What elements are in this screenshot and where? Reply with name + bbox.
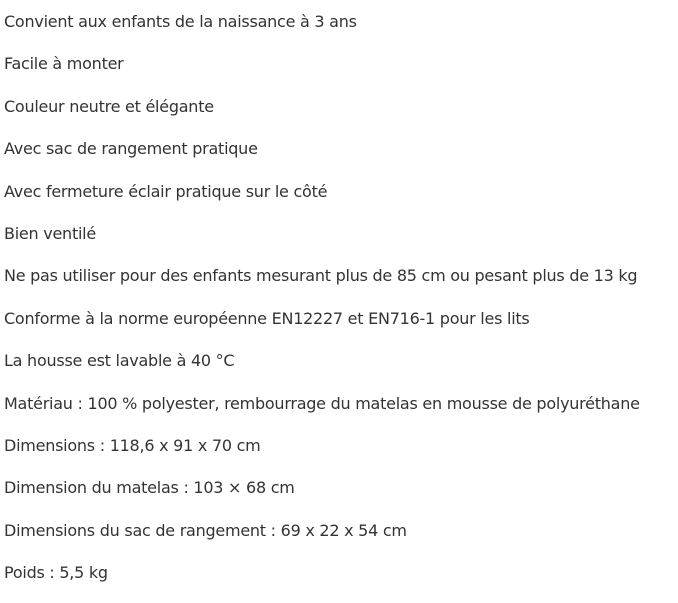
feature-standards: Conforme à la norme européenne EN12227 et EN716-1 pour les lits bbox=[4, 308, 530, 328]
feature-bag-dimensions: Dimensions du sac de rangement : 69 x 22 x 54 cm bbox=[4, 520, 407, 540]
feature-storage-bag: Avec sac de rangement pratique bbox=[4, 139, 258, 159]
feature-material: Matériau : 100 % polyester, rembourrage du matelas en mousse de polyuréthane bbox=[4, 393, 640, 413]
feature-mattress-dimensions: Dimension du matelas : 103 × 68 cm bbox=[4, 478, 295, 498]
product-feature-list bbox=[4, 10, 640, 603]
feature-weight: Poids : 5,5 kg bbox=[4, 563, 108, 583]
feature-usage-warning: Ne pas utiliser pour des enfants mesurant plus de 85 cm ou pesant plus de 13 kg bbox=[4, 266, 638, 286]
feature-age-range: Convient aux enfants de la naissance à 3 ans bbox=[4, 12, 357, 31]
feature-side-zipper: Avec fermeture éclair pratique sur le côté bbox=[4, 181, 328, 201]
feature-washable-cover: La housse est lavable à 40 °C bbox=[4, 351, 235, 371]
feature-dimensions: Dimensions : 118,6 x 91 x 70 cm bbox=[4, 435, 261, 455]
feature-ventilated: Bien ventilé bbox=[4, 223, 96, 243]
feature-neutral-color: Couleur neutre et élégante bbox=[4, 96, 214, 116]
feature-easy-assembly: Facile à monter bbox=[4, 54, 124, 74]
